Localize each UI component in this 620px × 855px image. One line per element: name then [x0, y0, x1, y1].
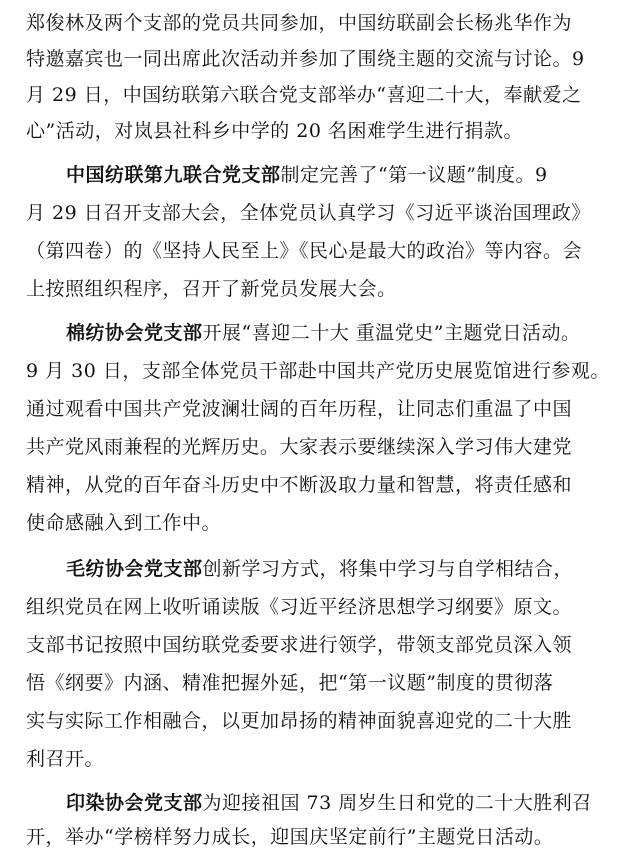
paragraph-first-line	[66, 158, 610, 192]
text-line: 心”活动，对岚县社科乡中学的 20 名困难学生进行捐款。	[26, 120, 523, 142]
text-line: 支部书记按照中国纺联党委要求进行领学，带领支部党员深入领	[26, 634, 573, 656]
paragraph-first-line	[66, 786, 610, 820]
text-line: 使命感融入到工作中。	[26, 512, 222, 534]
text-line: 上按照组织程序，召开了新党员发展大会。	[26, 278, 397, 300]
text-line: 利召开。	[26, 748, 105, 770]
paragraph-lead: 棉纺协会党支部	[66, 322, 203, 344]
text-line: 月 29 日召开支部大会，全体党员认真学习《习近平谈治国理政》	[26, 202, 591, 224]
text-line: （第四卷）的《坚持人民至上》《民心是最大的政治》等内容。会	[26, 240, 583, 262]
text-line: 悟《纲要》内涵、精准把握外延，把“第一议题”制度的贯彻落	[26, 672, 554, 694]
paragraph-first-line	[66, 552, 610, 586]
paragraph-first-line	[66, 316, 610, 350]
text-run: 创新学习方式，将集中学习与自学相结合，	[202, 558, 574, 580]
text-line: 精神，从党的百年奋斗历史中不断汲取力量和智慧，将责任感和	[26, 474, 573, 496]
text-line: 实与实际工作相融合，以更加昂扬的精神面貌喜迎党的二十大胜	[26, 710, 573, 732]
text-line: 通过观看中国共产党波澜壮阔的百年历程，让同志们重温了中国	[26, 398, 573, 420]
paragraph-lead: 毛纺协会党支部	[66, 558, 203, 580]
text-line: 组织党员在网上收听诵读版《习近平经济思想学习纲要》原文。	[26, 596, 573, 618]
text-line: 月 29 日，中国纺联第六联合党支部举办“喜迎二十大，奉献爱之	[26, 84, 582, 106]
paragraph-lead: 印染协会党支部	[66, 792, 203, 814]
text-line: 9 月 30 日，支部全体党员干部赴中国共产党历史展览馆进行参观。	[26, 360, 610, 382]
text-line: 特邀嘉宾也一同出席此次活动并参加了围绕主题的交流与讨论。9	[26, 48, 585, 70]
paragraph-lead: 中国纺联第九联合党支部	[66, 164, 281, 186]
text-line: 开，举办“学榜样努力成长，迎国庆坚定前行”主题党日活动。	[26, 826, 554, 848]
text-run: 开展“喜迎二十大 重温党史”主题党日活动。	[202, 322, 581, 344]
text-run: 为迎接祖国 73 周岁生日和党的二十大胜利召	[202, 792, 592, 814]
text-run: 制定完善了“第一议题”制度。9	[280, 164, 548, 186]
text-line: 郑俊林及两个支部的党员共同参加，中国纺联副会长杨兆华作为	[26, 12, 573, 34]
text-line: 共产党风雨兼程的光辉历史。大家表示要继续深入学习伟大建党	[26, 436, 573, 458]
